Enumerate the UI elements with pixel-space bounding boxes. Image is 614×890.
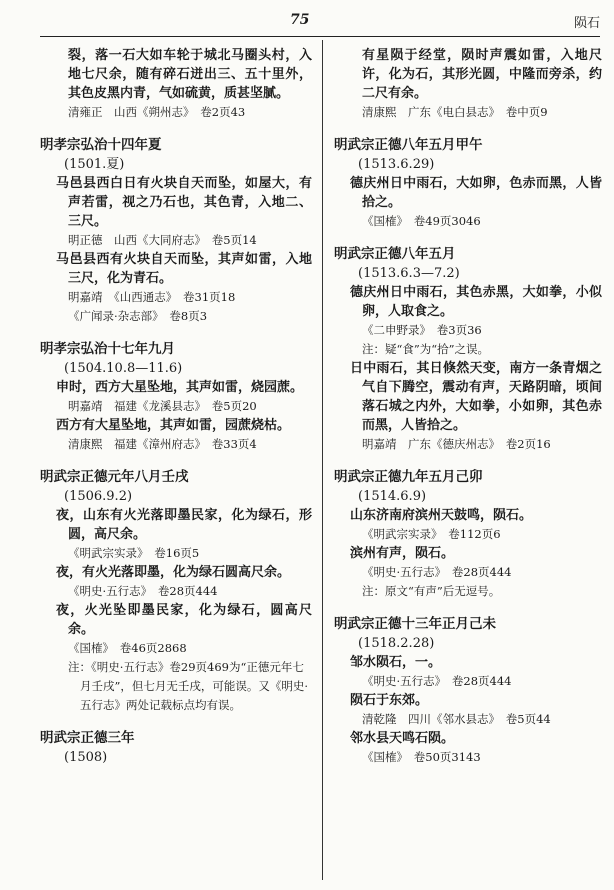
entry-date: (1506.9.2) xyxy=(64,489,133,504)
entry-heading: 明武宗正德九年五月己卯 xyxy=(334,469,483,485)
source-citation: 清康熙 广东《电白县志》 卷中页9 xyxy=(362,105,548,119)
entry-heading: 明孝宗弘治十四年夏 xyxy=(40,137,162,153)
record-text: 陨石于东郊。 xyxy=(350,693,429,708)
source-citation: 清乾隆 四川《邻水县志》 卷5页44 xyxy=(362,712,551,726)
source-citation: 《明武宗实录》 卷112页6 xyxy=(362,527,501,541)
record-entry xyxy=(334,615,602,767)
record-entry xyxy=(334,136,602,231)
right-column xyxy=(334,46,602,781)
record-entry xyxy=(40,729,312,767)
entry-date: (1504.10.8—11.6) xyxy=(64,361,183,376)
entry-heading: 明武宗正德十三年正月己未 xyxy=(334,616,496,632)
page-number: 75 xyxy=(290,12,310,28)
source-citation: 《二申野录》 卷3页36 xyxy=(362,323,482,337)
record-entry xyxy=(334,46,602,122)
source-citation: 《国榷》 卷50页3143 xyxy=(362,750,481,764)
record-text: 裂，落一石大如车轮于城北马圈头村，入地七尺余，随有碎石迸出三、五十里外，其色皮黑内青，气如硫黄，质甚坚腻。 xyxy=(68,48,312,101)
header-rule xyxy=(40,36,600,37)
source-citation: 《明史·五行志》 卷28页444 xyxy=(362,674,512,688)
editor-note: 注：疑“食”为“拾”之误。 xyxy=(362,342,490,356)
editor-note: 注：《明史·五行志》卷29页469为“正德元年七月壬戌”，但七月无壬戌，可能误。又《明史·五行志》两处记载标点均有误。 xyxy=(68,660,309,712)
entry-heading: 明孝宗弘治十七年九月 xyxy=(40,341,175,357)
running-title: 陨石 xyxy=(573,16,600,31)
record-entry xyxy=(40,136,312,326)
left-column xyxy=(40,46,312,781)
record-entry xyxy=(40,340,312,454)
record-text: 山东济南府滨州天鼓鸣，陨石。 xyxy=(350,508,533,523)
source-citation: 《国榷》 卷46页2868 xyxy=(68,641,187,655)
source-citation: 《国榷》 卷49页3046 xyxy=(362,214,481,228)
source-citation: 明正德 山西《大同府志》 卷5页14 xyxy=(68,233,257,247)
record-text: 马邑县西有火块自天而坠，其声如雷，入地三尺，化为青石。 xyxy=(56,252,312,286)
record-text: 夜，山东有火光落即墨民家，化为绿石，形圆，高尺余。 xyxy=(56,508,312,542)
source-citation: 清雍正 山西《朔州志》 卷2页43 xyxy=(68,105,246,119)
source-citation: 明嘉靖 福建《龙溪县志》 卷5页20 xyxy=(68,399,257,413)
entry-date: (1514.6.9) xyxy=(358,489,427,504)
record-text: 滨州有声，陨石。 xyxy=(350,546,455,561)
source-citation: 《明史·五行志》 卷28页444 xyxy=(68,584,218,598)
record-entry xyxy=(334,468,602,601)
record-text: 德庆州日中雨石，其色赤黑，大如拳，小似卵，人取食之。 xyxy=(350,285,602,319)
column-divider xyxy=(322,40,323,880)
entry-heading: 明武宗正德八年五月 xyxy=(334,246,456,262)
entry-heading: 明武宗正德八年五月甲午 xyxy=(334,137,483,153)
record-text: 日中雨石，其日倏然天变，南方一条青烟之气自下腾空，震动有声，天路阴暗，顷间落石城之内外，大如拳，小如卵，其色赤而黑，人皆拾之。 xyxy=(350,361,602,433)
entry-date: (1513.6.29) xyxy=(358,157,435,172)
page-header xyxy=(0,0,614,40)
record-entry xyxy=(40,468,312,715)
source-citation: 明嘉靖 《山西通志》 卷31页18 xyxy=(68,290,236,304)
entry-date: (1501.夏) xyxy=(64,157,125,172)
source-citation: 清康熙 福建《漳州府志》 卷33页4 xyxy=(68,437,257,451)
record-text: 申时，西方大星坠地，其声如雷，烧园蔗。 xyxy=(56,380,304,395)
record-text: 有星陨于经堂，陨时声震如雷，入地尺许，化为石，其形光圆，中隆而旁杀，约二尺有余。 xyxy=(362,48,602,101)
record-text: 德庆州日中雨石，大如卵，色赤而黑，人皆拾之。 xyxy=(350,176,602,210)
record-text: 邹水陨石，一。 xyxy=(350,655,442,670)
entry-heading: 明武宗正德三年 xyxy=(40,730,135,746)
entry-heading: 明武宗正德元年八月壬戌 xyxy=(40,469,189,485)
entry-date: (1513.6.3—7.2) xyxy=(358,266,460,281)
entry-date: (1508) xyxy=(64,750,108,765)
record-text: 夜，有火光落即墨，化为绿石圆高尺余。 xyxy=(56,565,291,580)
source-citation: 《明武宗实录》 卷16页5 xyxy=(68,546,200,560)
entry-date: (1518.2.28) xyxy=(358,636,435,651)
record-entry xyxy=(334,245,602,454)
record-text: 夜，火光坠即墨民家，化为绿石，圆高尺余。 xyxy=(56,603,312,637)
record-entry xyxy=(40,46,312,122)
record-text: 西方有大星坠地，其声如雷，园蔗烧枯。 xyxy=(56,418,291,433)
record-text: 邻水县天鸣石陨。 xyxy=(350,731,455,746)
editor-note: 注：原文“有声”后无逗号。 xyxy=(362,584,501,598)
record-text: 马邑县西白日有火块自天而坠，如屋大，有声若雷，视之乃石也，其色青，入地二、三尺。 xyxy=(56,176,312,229)
source-citation: 明嘉靖 广东《德庆州志》 卷2页16 xyxy=(362,437,551,451)
source-citation: 《明史·五行志》 卷28页444 xyxy=(362,565,512,579)
source-citation: 《广闻录·杂志部》 卷8页3 xyxy=(68,309,208,323)
